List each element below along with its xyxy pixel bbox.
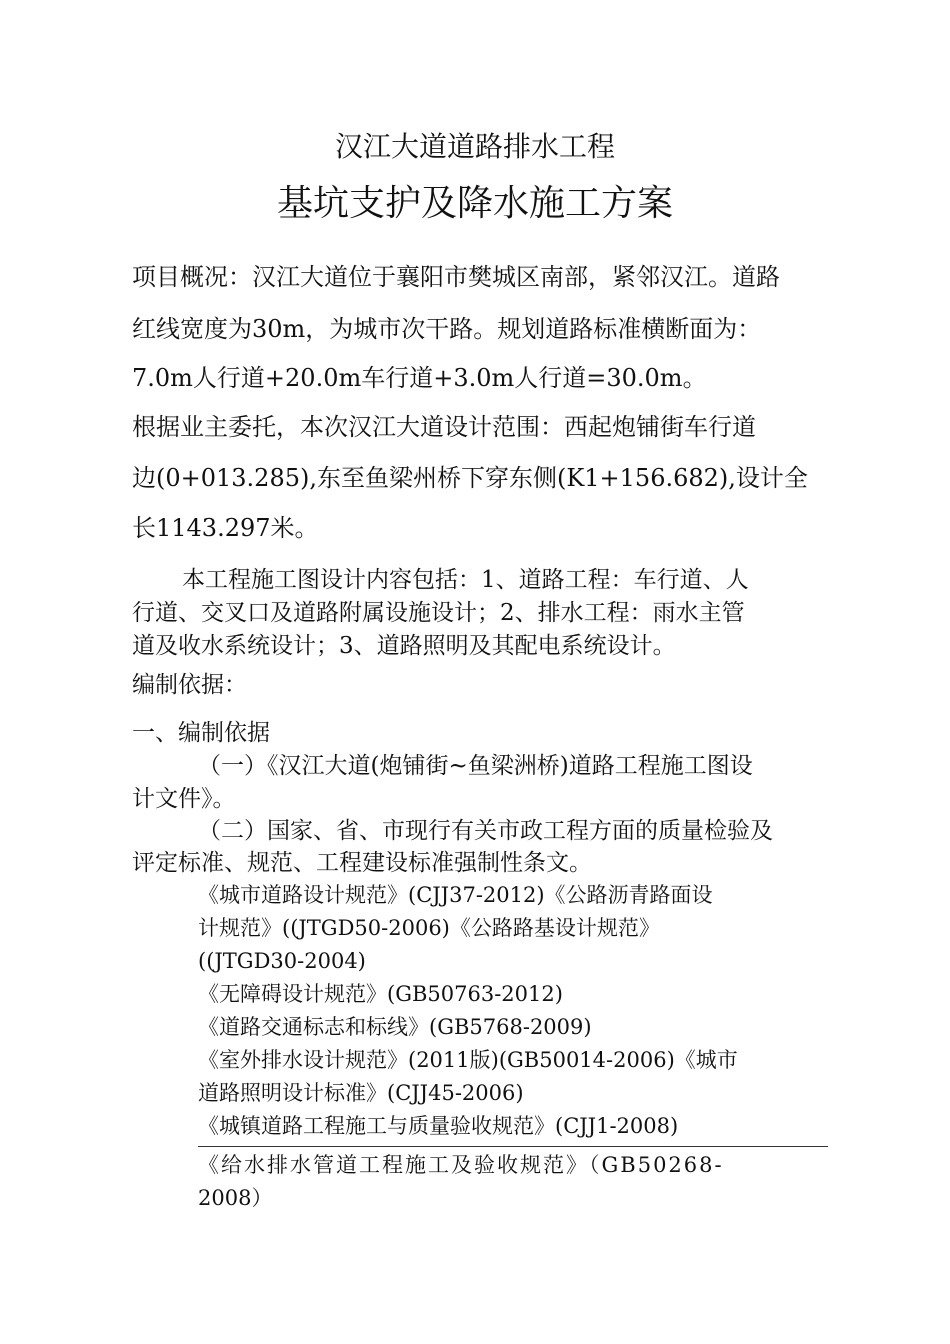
content-line-3: 道及收水系统设计；3、道路照明及其配电系统设计。 bbox=[132, 633, 676, 659]
standard-line: 《室外排水设计规范》(2011版)(GB50014-2006)《城市 bbox=[198, 1048, 738, 1072]
scope-line-2: 边(0+013.285),东至鱼梁州桥下穿东侧(K1+156.682),设计全 bbox=[132, 464, 808, 492]
item-2-line-2: 评定标准、规范、工程建设标准强制性条文。 bbox=[132, 850, 592, 876]
document-title-main: 基坑支护及降水施工方案 bbox=[276, 183, 673, 224]
standard-line: 《给水排水管道工程施工及验收规范》（GB50268- bbox=[198, 1153, 724, 1177]
overview-line-3: 7.0m人行道+20.0m车行道+3.0m人行道=30.0m。 bbox=[132, 364, 707, 392]
content-line-1: 本工程施工图设计内容包括：1、道路工程：车行道、人 bbox=[182, 567, 749, 593]
item-1-line-1: （一）《汉江大道(炮铺街~鱼梁洲桥)道路工程施工图设 bbox=[198, 753, 753, 779]
overview-line-1: 项目概况：汉江大道位于襄阳市樊城区南部，紧邻汉江。道路 bbox=[132, 263, 780, 291]
standard-line: 计规范》((JTGD50-2006)《公路路基设计规范》 bbox=[198, 916, 660, 940]
standard-line: 道路照明设计标准》(CJJ45-2006) bbox=[198, 1081, 524, 1105]
basis-heading: 编制依据： bbox=[132, 672, 247, 698]
standard-line: 《城镇道路工程施工与质量验收规范》(CJJ1-2008) bbox=[198, 1114, 679, 1138]
horizontal-divider bbox=[198, 1146, 828, 1147]
item-1-line-2: 计文件》。 bbox=[132, 786, 236, 812]
standard-line: 《城市道路设计规范》(CJJ37-2012)《公路沥青路面设 bbox=[198, 883, 713, 907]
standard-line: 《道路交通标志和标线》(GB5768-2009) bbox=[198, 1015, 592, 1039]
standard-line: 《无障碍设计规范》(GB50763-2012) bbox=[198, 982, 563, 1006]
standard-line: 2008） bbox=[198, 1186, 273, 1210]
scope-line-3: 长1143.297米。 bbox=[132, 514, 319, 542]
section-1-heading: 一、编制依据 bbox=[132, 720, 270, 746]
document-title-project: 汉江大道道路排水工程 bbox=[334, 130, 615, 163]
standard-line: ((JTGD30-2004) bbox=[198, 949, 366, 973]
scope-line-1: 根据业主委托，本次汉江大道设计范围：西起炮铺街车行道 bbox=[132, 413, 756, 441]
content-line-2: 行道、交叉口及道路附属设施设计；2、排水工程：雨水主管 bbox=[132, 600, 745, 626]
overview-line-2: 红线宽度为30m，为城市次干路。规划道路标准横断面为： bbox=[132, 315, 762, 343]
item-2-line-1: （二）国家、省、市现行有关市政工程方面的质量检验及 bbox=[198, 818, 773, 844]
